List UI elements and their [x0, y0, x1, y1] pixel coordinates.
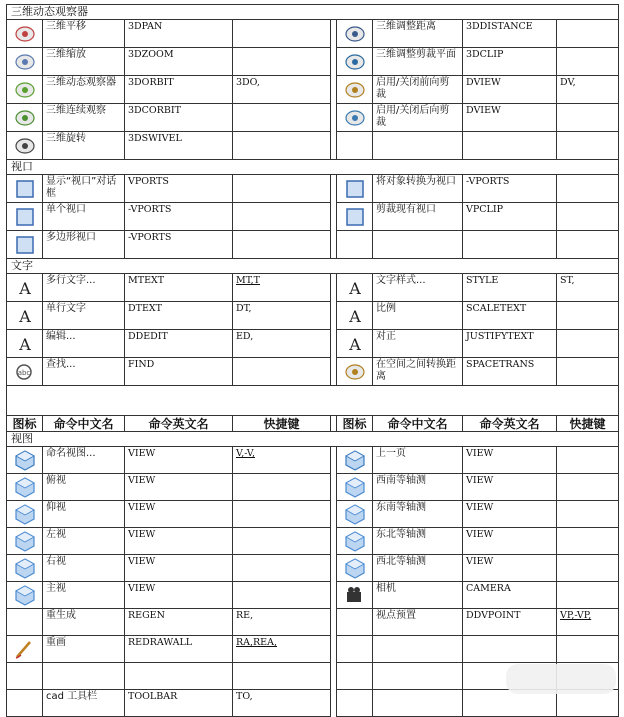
command-cn-name: 东南等轴测 [373, 501, 463, 528]
command-shortcut [233, 528, 331, 555]
command-shortcut: TO, [233, 690, 331, 717]
svg-text:A: A [18, 306, 31, 326]
command-en-name: SCALETEXT [463, 302, 557, 330]
section-title-text: 文字 [7, 259, 619, 274]
command-cn-name: 命名视图... [43, 447, 125, 474]
section-title-orbit: 三维动态观察器 [7, 5, 619, 20]
command-icon-cell [337, 501, 373, 528]
command-cn-name: 在空间之间转换距离 [373, 358, 463, 386]
svg-text:A: A [348, 306, 361, 326]
named-view-icon [14, 455, 36, 466]
command-en-name [463, 132, 557, 160]
command-shortcut [557, 104, 619, 132]
table-row [7, 358, 619, 386]
command-shortcut [557, 528, 619, 555]
command-shortcut [557, 175, 619, 203]
command-icon-cell [337, 302, 373, 330]
command-cn-name: 三维平移 [43, 20, 125, 48]
command-cn-name: 三维旋转 [43, 132, 125, 160]
section-title-viewport: 视口 [7, 160, 619, 175]
command-shortcut [233, 175, 331, 203]
command-en-name: VIEW [463, 474, 557, 501]
command-cn-name: 启用/关闭后向剪裁 [373, 104, 463, 132]
header-en: 命令英文名 [125, 416, 233, 432]
table-row [7, 175, 619, 203]
command-cn-name: 将对象转换为视口 [373, 175, 463, 203]
header-shortcut: 快捷键 [233, 416, 331, 432]
section-row-view [7, 432, 619, 447]
command-en-name: VPORTS [125, 175, 233, 203]
command-cn-name: 三维缩放 [43, 48, 125, 76]
header-shortcut: 快捷键 [557, 416, 619, 432]
swivel-3d-icon [14, 141, 36, 152]
table-row [7, 555, 619, 582]
command-cn-name: 多边形视口 [43, 231, 125, 259]
command-en-name: 3DORBIT [125, 76, 233, 104]
table-row [7, 636, 619, 663]
command-en-name: DDEDIT [125, 330, 233, 358]
command-icon-cell [337, 76, 373, 104]
command-icon-cell [7, 358, 43, 386]
table-row [7, 582, 619, 609]
blank-spacer-row [7, 386, 619, 416]
table-row [7, 501, 619, 528]
command-icon-cell [7, 231, 43, 259]
command-cn-name [373, 663, 463, 690]
table-row [7, 48, 619, 76]
command-shortcut [233, 501, 331, 528]
command-shortcut [557, 447, 619, 474]
edit-text-icon [14, 334, 36, 354]
command-icon-cell [7, 582, 43, 609]
back-clip-icon [344, 113, 366, 124]
command-shortcut: DT, [233, 302, 331, 330]
command-shortcut [233, 555, 331, 582]
table-row [7, 203, 619, 231]
command-icon-cell [337, 609, 373, 636]
command-icon-cell [337, 358, 373, 386]
find-text-icon [14, 367, 36, 378]
command-shortcut [233, 20, 331, 48]
nw-iso-icon [344, 563, 366, 574]
command-en-name: DVIEW [463, 104, 557, 132]
command-en-name: -VPORTS [463, 175, 557, 203]
dtext-icon [14, 306, 36, 326]
command-shortcut [233, 474, 331, 501]
command-en-name: DTEXT [125, 302, 233, 330]
left-view-icon [14, 536, 36, 547]
command-icon-cell [337, 582, 373, 609]
command-cn-name: 重画 [43, 636, 125, 663]
command-shortcut [233, 663, 331, 690]
command-icon-cell [7, 528, 43, 555]
blank-spacer-cell [7, 386, 619, 416]
command-shortcut [233, 104, 331, 132]
command-en-name: -VPORTS [125, 231, 233, 259]
command-en-name: VIEW [125, 528, 233, 555]
header-icon: 图标 [337, 416, 373, 432]
se-iso-icon [344, 509, 366, 520]
command-icon-cell [337, 132, 373, 160]
command-icon-cell [7, 20, 43, 48]
command-en-name: 3DCLIP [463, 48, 557, 76]
command-icon-cell [7, 447, 43, 474]
svg-text:A: A [18, 334, 31, 354]
command-cn-name: 左视 [43, 528, 125, 555]
command-shortcut [233, 358, 331, 386]
redraw-icon [14, 644, 36, 655]
command-en-name: VIEW [125, 582, 233, 609]
header-cn: 命令中文名 [43, 416, 125, 432]
command-shortcut [557, 302, 619, 330]
command-cn-name: 三维动态观察器 [43, 76, 125, 104]
command-icon-cell [337, 528, 373, 555]
command-cn-name: 右视 [43, 555, 125, 582]
command-en-name: REGEN [125, 609, 233, 636]
command-en-name: 3DCORBIT [125, 104, 233, 132]
command-cn-name: 文字样式... [373, 274, 463, 302]
command-shortcut [557, 358, 619, 386]
command-shortcut [557, 203, 619, 231]
table-row [7, 447, 619, 474]
ne-iso-icon [344, 536, 366, 547]
command-cn-name: 对正 [373, 330, 463, 358]
command-cn-name: 启用/关闭前向剪裁 [373, 76, 463, 104]
viewport-dialog-icon [14, 184, 36, 195]
command-shortcut: 3DO, [233, 76, 331, 104]
command-en-name: VIEW [125, 555, 233, 582]
table-row [7, 528, 619, 555]
command-en-name: CAMERA [463, 582, 557, 609]
command-cn-name: 上一页 [373, 447, 463, 474]
command-cn-name: 主视 [43, 582, 125, 609]
blurred-watermark [506, 664, 616, 694]
command-en-name: VIEW [463, 501, 557, 528]
command-shortcut [557, 20, 619, 48]
command-icon-cell [337, 447, 373, 474]
command-icon-cell [7, 104, 43, 132]
table-row [7, 474, 619, 501]
pan-3d-icon [14, 29, 36, 40]
command-cn-name: cad 工具栏 [43, 690, 125, 717]
mtext-icon [14, 278, 36, 298]
command-cn-name [373, 690, 463, 717]
command-shortcut: V,-V, [233, 447, 331, 474]
command-shortcut: VP,-VP, [557, 609, 619, 636]
command-en-name: 3DSWIVEL [125, 132, 233, 160]
table-row [7, 20, 619, 48]
command-shortcut [233, 48, 331, 76]
table-row [7, 330, 619, 358]
space-trans-icon [344, 367, 366, 378]
command-icon-cell [7, 175, 43, 203]
command-shortcut: RA,REA, [233, 636, 331, 663]
top-view-icon [14, 482, 36, 493]
command-icon-cell [337, 175, 373, 203]
command-shortcut [557, 582, 619, 609]
command-icon-cell [7, 203, 43, 231]
zoom-3d-icon [14, 57, 36, 68]
section-title-view: 视图 [7, 432, 619, 447]
command-shortcut [557, 231, 619, 259]
command-shortcut: MT,T [233, 274, 331, 302]
command-icon-cell [7, 274, 43, 302]
command-shortcut [233, 582, 331, 609]
command-shortcut [233, 231, 331, 259]
command-en-name: 3DZOOM [125, 48, 233, 76]
table-row [7, 132, 619, 160]
svg-text:abc: abc [17, 368, 30, 377]
table-row [7, 609, 619, 636]
command-shortcut [557, 555, 619, 582]
section-row-text [7, 259, 619, 274]
single-viewport-icon [14, 212, 36, 223]
scale-text-icon [344, 306, 366, 326]
command-cn-name: 编辑... [43, 330, 125, 358]
command-cn-name [373, 636, 463, 663]
command-icon-cell [337, 104, 373, 132]
command-icon-cell [337, 48, 373, 76]
command-en-name: VIEW [125, 501, 233, 528]
command-en-name [463, 636, 557, 663]
command-en-name: VPCLIP [463, 203, 557, 231]
command-cn-name: 单个视口 [43, 203, 125, 231]
command-cn-name [373, 132, 463, 160]
table-row [7, 302, 619, 330]
front-view-icon [14, 590, 36, 601]
command-shortcut [557, 474, 619, 501]
command-icon-cell [337, 203, 373, 231]
command-icon-cell [7, 302, 43, 330]
command-cn-name: 三维调整剪裁平面 [373, 48, 463, 76]
table-row [7, 104, 619, 132]
command-icon-cell [7, 474, 43, 501]
command-icon-cell [337, 636, 373, 663]
command-icon-cell [7, 330, 43, 358]
command-cn-name: 多行文字... [43, 274, 125, 302]
sw-iso-icon [344, 482, 366, 493]
svg-text:A: A [348, 278, 361, 298]
command-en-name: SPACETRANS [463, 358, 557, 386]
command-cn-name [43, 663, 125, 690]
table-row [7, 274, 619, 302]
command-icon-cell [7, 609, 43, 636]
command-cn-name: 单行文字 [43, 302, 125, 330]
command-cn-name: 三维调整距离 [373, 20, 463, 48]
command-en-name: REDRAWALL [125, 636, 233, 663]
svg-text:A: A [348, 334, 361, 354]
command-cn-name: 重生成 [43, 609, 125, 636]
command-icon-cell [7, 76, 43, 104]
command-icon-cell [337, 20, 373, 48]
command-icon-cell [7, 555, 43, 582]
command-en-name: -VPORTS [125, 203, 233, 231]
command-en-name: VIEW [463, 447, 557, 474]
command-cn-name: 剪裁现有视口 [373, 203, 463, 231]
camera-icon [344, 590, 366, 601]
bottom-view-icon [14, 509, 36, 520]
command-icon-cell [337, 274, 373, 302]
command-shortcut [557, 636, 619, 663]
command-cn-name: 显示“视口”对话框 [43, 175, 125, 203]
header-en: 命令英文名 [463, 416, 557, 432]
command-en-name: TOOLBAR [125, 690, 233, 717]
command-en-name: 3DPAN [125, 20, 233, 48]
orbit-3d-icon [14, 85, 36, 96]
command-table [6, 4, 619, 717]
command-en-name: DDVPOINT [463, 609, 557, 636]
command-shortcut [557, 132, 619, 160]
header-icon: 图标 [7, 416, 43, 432]
command-shortcut [233, 132, 331, 160]
convert-viewport-icon [344, 184, 366, 195]
command-cn-name: 视点预置 [373, 609, 463, 636]
command-cn-name [373, 231, 463, 259]
command-en-name [125, 663, 233, 690]
command-shortcut [557, 330, 619, 358]
command-cn-name: 西北等轴测 [373, 555, 463, 582]
command-en-name: 3DDISTANCE [463, 20, 557, 48]
table-row [7, 76, 619, 104]
command-en-name: STYLE [463, 274, 557, 302]
command-en-name: VIEW [125, 474, 233, 501]
command-en-name: VIEW [463, 528, 557, 555]
command-en-name: DVIEW [463, 76, 557, 104]
command-cn-name: 查找... [43, 358, 125, 386]
command-en-name: VIEW [125, 447, 233, 474]
command-icon-cell [7, 132, 43, 160]
command-cn-name: 相机 [373, 582, 463, 609]
command-icon-cell [337, 330, 373, 358]
command-icon-cell [7, 663, 43, 690]
command-icon-cell [337, 231, 373, 259]
text-style-icon [344, 278, 366, 298]
command-shortcut: DV, [557, 76, 619, 104]
command-cn-name: 西南等轴测 [373, 474, 463, 501]
command-icon-cell [337, 555, 373, 582]
clip-viewport-icon [344, 212, 366, 223]
justify-text-icon [344, 334, 366, 354]
command-en-name: VIEW [463, 555, 557, 582]
distance-3d-icon [344, 29, 366, 40]
command-cn-name: 比例 [373, 302, 463, 330]
command-en-name: JUSTIFYTEXT [463, 330, 557, 358]
section-row-orbit [7, 5, 619, 20]
command-cn-name: 东北等轴测 [373, 528, 463, 555]
front-clip-icon [344, 85, 366, 96]
svg-text:A: A [18, 278, 31, 298]
command-cn-name: 三维连续观察 [43, 104, 125, 132]
command-cn-name: 仰视 [43, 501, 125, 528]
section-row-viewport [7, 160, 619, 175]
command-shortcut: RE, [233, 609, 331, 636]
header-cn: 命令中文名 [373, 416, 463, 432]
command-en-name: FIND [125, 358, 233, 386]
command-icon-cell [7, 690, 43, 717]
command-icon-cell [7, 48, 43, 76]
command-icon-cell [7, 501, 43, 528]
right-view-icon [14, 563, 36, 574]
prev-view-icon [344, 455, 366, 466]
command-icon-cell [337, 690, 373, 717]
table-header-row [7, 416, 619, 432]
command-icon-cell [7, 636, 43, 663]
command-shortcut [557, 48, 619, 76]
clip-3d-icon [344, 57, 366, 68]
continuous-orbit-icon [14, 113, 36, 124]
command-shortcut [557, 501, 619, 528]
command-shortcut: ED, [233, 330, 331, 358]
command-en-name: MTEXT [125, 274, 233, 302]
command-en-name [463, 231, 557, 259]
command-icon-cell [337, 663, 373, 690]
command-shortcut [233, 203, 331, 231]
table-row [7, 231, 619, 259]
command-shortcut: ST, [557, 274, 619, 302]
command-cn-name: 俯视 [43, 474, 125, 501]
command-icon-cell [337, 474, 373, 501]
polygon-viewport-icon [14, 240, 36, 251]
